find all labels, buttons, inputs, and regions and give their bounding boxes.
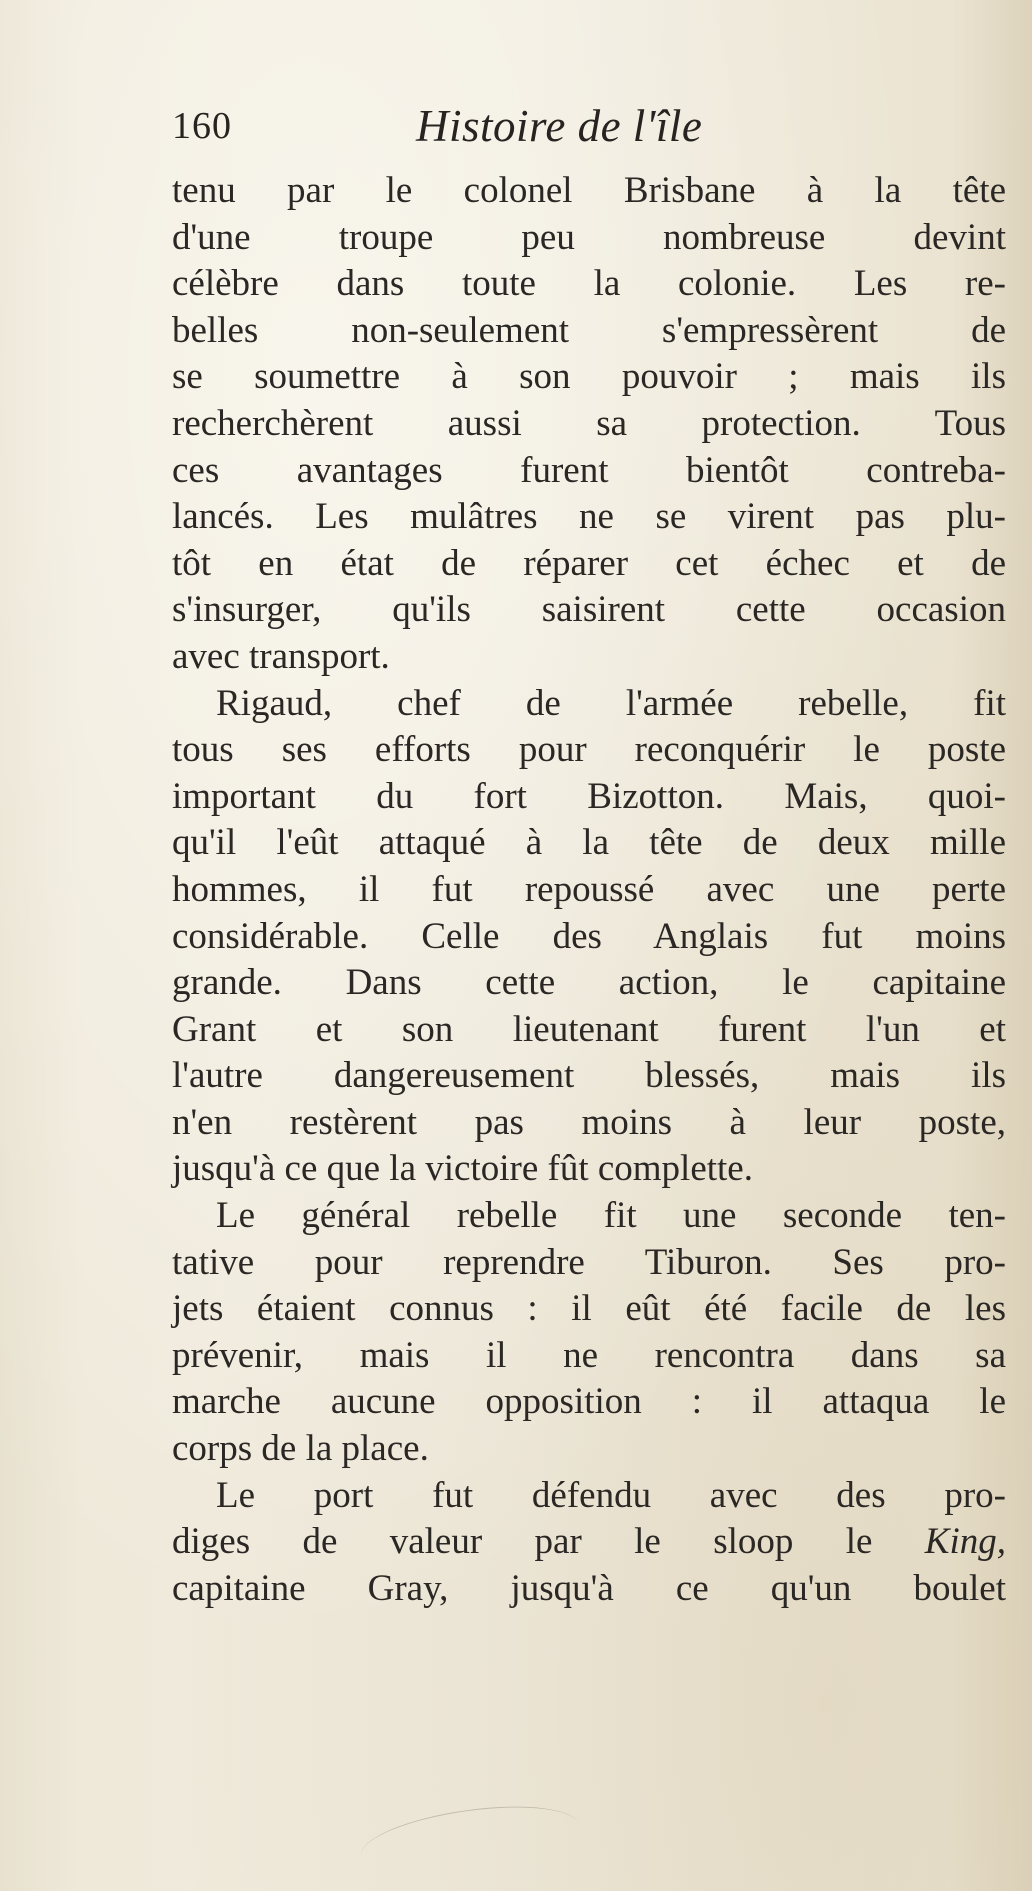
text-line: avec transport. <box>172 635 390 677</box>
running-title: Histoire de l'île <box>416 101 703 151</box>
text-line: marche aucune opposition : il attaqua le <box>172 1381 1006 1423</box>
text-line: Grant et son lieutenant furent l'un et <box>172 1008 1006 1050</box>
text-line: d'une troupe peu nombreuse devint <box>172 216 1006 258</box>
text-line-start: diges de valeur par le sloop le <box>172 1521 925 1563</box>
text-line: tenu par le colonel Brisbane à la tête <box>172 170 1006 211</box>
text-line: célèbre dans toute la colonie. Les re- <box>172 263 1006 305</box>
page-header <box>170 100 1010 160</box>
text-line: Le général rebelle fit une seconde ten- <box>216 1195 1006 1237</box>
text-line: Le port fut défendu avec des pro- <box>216 1474 1006 1516</box>
text-line: hommes, il fut repoussé avec une perte <box>172 868 1006 910</box>
paper-mark <box>357 1795 583 1886</box>
text-line: ces avantages furent bientôt contreba- <box>172 449 1006 491</box>
text-line: l'autre dangereusement blessés, mais ils <box>172 1055 1006 1097</box>
body-text <box>172 168 1006 1612</box>
text-line: grande. Dans cette action, le capitaine <box>172 962 1006 1004</box>
text-line: qu'il l'eût attaqué à la tête de deux mille <box>172 822 1006 864</box>
text-line: lancés. Les mulâtres ne se virent pas plu- <box>172 496 1006 538</box>
text-line: considérable. Celle des Anglais fut moins <box>172 915 1006 957</box>
text-line: se soumettre à son pouvoir ; mais ils <box>172 356 1006 398</box>
text-line: jusqu'à ce que la victoire fût complette. <box>172 1148 753 1190</box>
text-line: recherchèrent aussi sa protection. Tous <box>172 402 1006 444</box>
text-line: jets étaient connus : il eût été facile de les <box>172 1288 1006 1330</box>
text-line: corps de la place. <box>172 1428 429 1470</box>
text-line: belles non-seulement s'empressèrent de <box>172 309 1006 351</box>
text-line: tôt en état de réparer cet échec et de <box>172 542 1006 584</box>
text-line: tative pour reprendre Tiburon. Ses pro- <box>172 1241 1006 1283</box>
text-line: capitaine Gray, jusqu'à ce qu'un boulet <box>172 1567 1006 1609</box>
text-line: s'insurger, qu'ils saisirent cette occasion <box>172 589 1006 631</box>
text-line: tous ses efforts pour reconquérir le poste <box>172 729 1006 771</box>
text-line: important du fort Bizotton. Mais, quoi- <box>172 775 1006 817</box>
ship-name: King, <box>924 1521 1006 1563</box>
text-line: prévenir, mais il ne rencontra dans sa <box>172 1334 1006 1376</box>
text-line <box>172 1519 1006 1566</box>
page-number: 160 <box>172 105 232 147</box>
text-line: Rigaud, chef de l'armée rebelle, fit <box>216 682 1006 724</box>
text-line: n'en restèrent pas moins à leur poste, <box>172 1101 1006 1143</box>
